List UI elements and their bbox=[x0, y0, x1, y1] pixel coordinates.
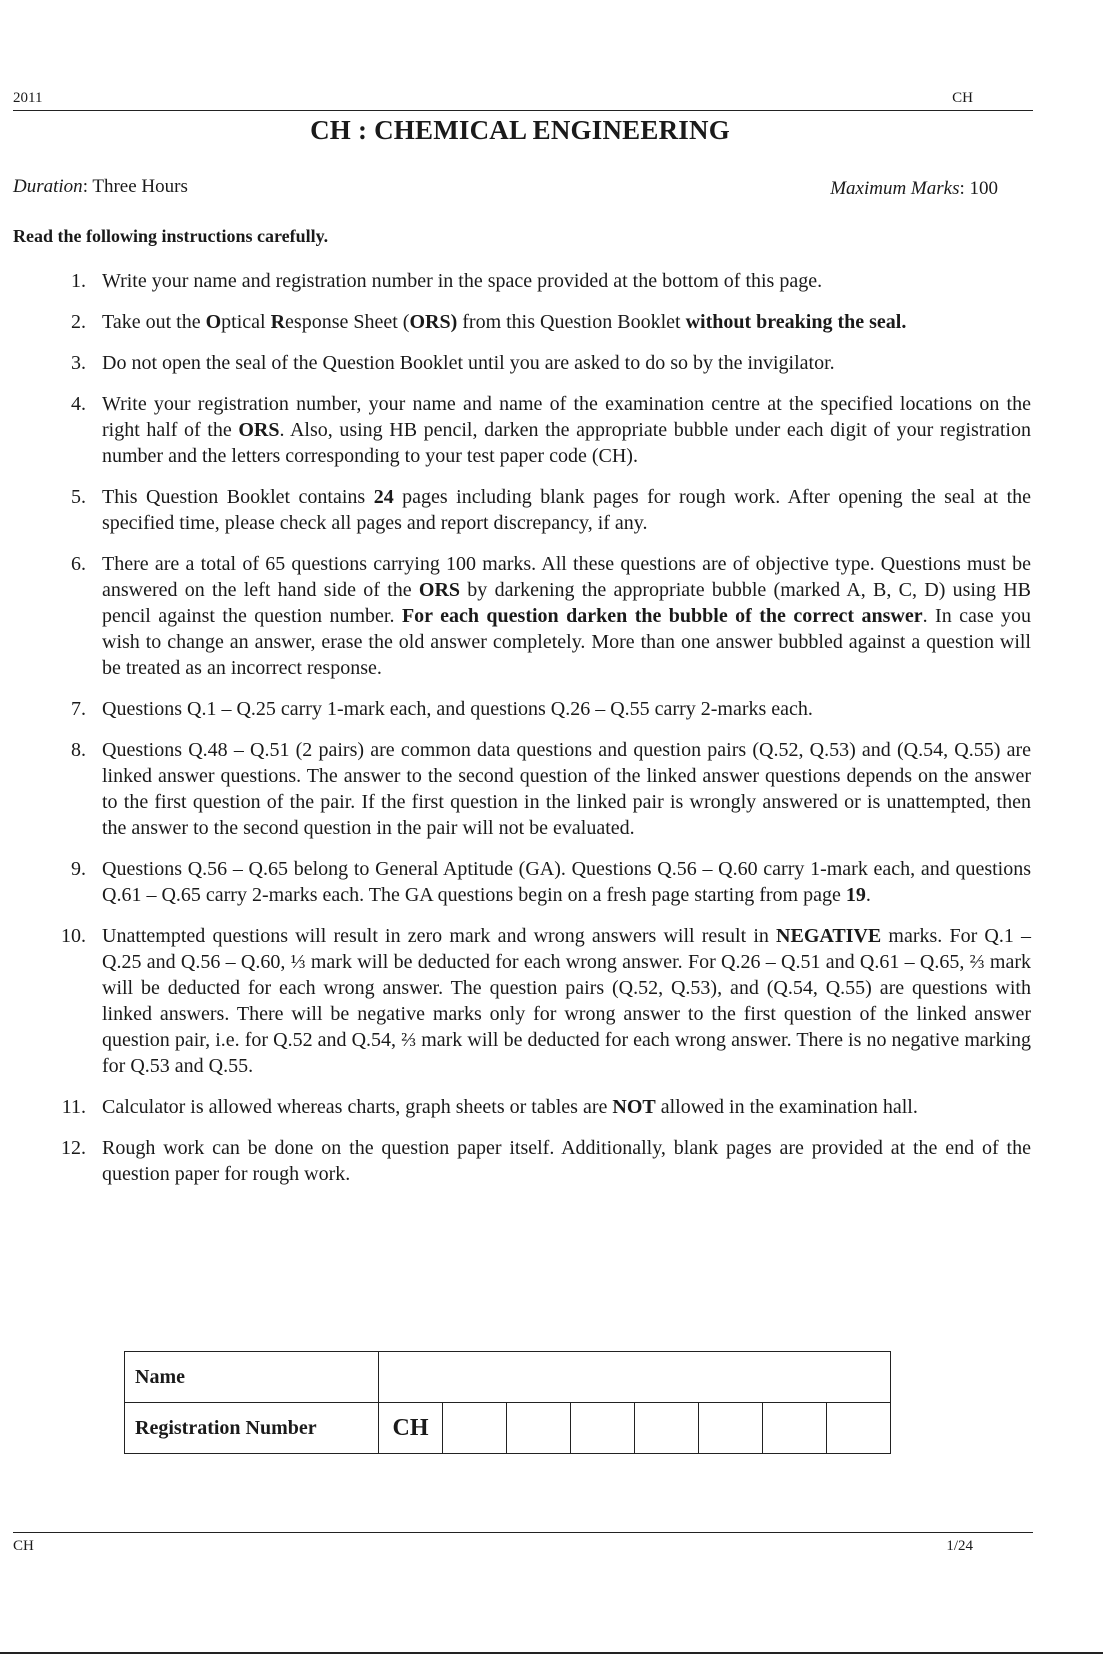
instruction-number: 11. bbox=[61, 1096, 86, 1118]
instructions-list bbox=[40, 268, 1031, 1202]
footer-paper-code: CH bbox=[13, 1538, 34, 1554]
instruction-number: 3. bbox=[71, 352, 86, 374]
instruction-item bbox=[40, 856, 1031, 908]
registration-number-label: Registration Number bbox=[125, 1403, 379, 1454]
instruction-text: Do not open the seal of the Question Booklet until you are asked to do so by the invigilator. bbox=[102, 352, 835, 374]
instruction-number: 10. bbox=[61, 925, 86, 947]
registration-prefix: CH bbox=[379, 1403, 443, 1454]
instruction-item bbox=[40, 1135, 1031, 1187]
instruction-item bbox=[40, 309, 1031, 335]
registration-digit-box[interactable] bbox=[763, 1403, 827, 1454]
instruction-text: Calculator is allowed whereas charts, graph sheets or tables are NOT allowed in the examination hall. bbox=[102, 1096, 918, 1118]
instruction-number: 8. bbox=[71, 739, 86, 761]
instruction-item bbox=[40, 268, 1031, 294]
scan-edge-line bbox=[0, 1652, 1103, 1654]
header-year: 2011 bbox=[13, 90, 43, 106]
instruction-text: Rough work can be done on the question paper itself. Additionally, blank pages are provided at the end of the question paper for rough work. bbox=[102, 1137, 1031, 1185]
instruction-text: Questions Q.48 – Q.51 (2 pairs) are common data questions and question pairs (Q.52, Q.53) and (Q.54, Q.55) are linked answer questions. The answer to the second question of the linked answer questions depends on the answer to the first question of the pair. If the first question in the linked pair is wrongly answered or is unattempted, then the answer to the second question in the pair will not be evaluated. bbox=[102, 739, 1031, 839]
instruction-text: Write your registration number, your name and name of the examination centre at the specified locations on the right half of the ORS. Also, using HB pencil, darken the appropriate bubble under each digit of your registration number and the letters corresponding to your test paper code (CH). bbox=[102, 393, 1031, 467]
registration-digit-box[interactable] bbox=[827, 1403, 891, 1454]
instructions-heading: Read the following instructions carefully. bbox=[13, 226, 329, 246]
instruction-number: 7. bbox=[71, 698, 86, 720]
registration-row bbox=[125, 1403, 891, 1454]
instruction-text: This Question Booklet contains 24 pages including blank pages for rough work. After opening the seal at the specified time, please check all pages and report discrepancy, if any. bbox=[102, 486, 1031, 534]
instruction-number: 4. bbox=[71, 393, 86, 415]
page-number: 1/24 bbox=[946, 1538, 973, 1554]
page-title: CH : CHEMICAL ENGINEERING bbox=[310, 115, 730, 145]
instruction-item bbox=[40, 391, 1031, 469]
instruction-number: 1. bbox=[71, 270, 86, 292]
instruction-text: Questions Q.1 – Q.25 carry 1-mark each, and questions Q.26 – Q.55 carry 2-marks each. bbox=[102, 698, 813, 720]
instruction-text: Unattempted questions will result in zero mark and wrong answers will result in NEGATIVE marks. For Q.1 – Q.25 and Q.56 – Q.60, ⅓ mark will be deducted for each wrong answer. For Q.26 – Q.51 and Q.61 – Q.65, ⅔ mark will be deducted for each wrong answer. The question pairs (Q.52, Q.53), and (Q.54, Q.55) are questions with linked answers. There will be negative marks only for wrong answer to the first question of the linked answer question pair, i.e. for Q.52 and Q.54, ⅔ mark will be deducted for each wrong answer. There is no negative marking for Q.53 and Q.55. bbox=[102, 925, 1032, 1077]
instruction-item bbox=[40, 1094, 1031, 1120]
duration bbox=[13, 176, 188, 198]
instruction-text: Write your name and registration number in the space provided at the bottom of this page. bbox=[102, 270, 823, 292]
name-label: Name bbox=[125, 1352, 379, 1403]
instruction-text: Questions Q.56 – Q.65 belong to General Aptitude (GA). Questions Q.56 – Q.60 carry 1-mark each, and questions Q.61 – Q.65 carry 2-marks each. The GA questions begin on a fresh page starting from page 19. bbox=[102, 858, 1031, 906]
duration-value: : Three Hours bbox=[82, 176, 188, 197]
header-paper-code: CH bbox=[952, 90, 973, 106]
instruction-item bbox=[40, 696, 1031, 722]
duration-label: Duration bbox=[13, 176, 83, 197]
instruction-number: 6. bbox=[71, 553, 86, 575]
registration-digit-box[interactable] bbox=[507, 1403, 571, 1454]
maximum-marks-value: : 100 bbox=[959, 178, 998, 199]
registration-form bbox=[124, 1351, 891, 1454]
instruction-item bbox=[40, 551, 1031, 681]
instruction-item bbox=[40, 484, 1031, 536]
instruction-item bbox=[40, 737, 1031, 841]
instruction-number: 12. bbox=[61, 1137, 86, 1159]
footer-rule bbox=[13, 1532, 1033, 1533]
registration-digit-box[interactable] bbox=[443, 1403, 507, 1454]
instruction-text: Take out the Optical Response Sheet (ORS) from this Question Booklet without breaking the seal. bbox=[102, 311, 907, 333]
instruction-item bbox=[40, 350, 1031, 376]
registration-digit-box[interactable] bbox=[699, 1403, 763, 1454]
instruction-text: There are a total of 65 questions carrying 100 marks. All these questions are of objective type. Questions must be answered on the left hand side of the ORS by darkening the appropriate bubble (marked A, B, C, D) using HB pencil against the question number. For each question darken the bubble of the correct answer. In case you wish to change an answer, erase the old answer completely. More than one answer bubbled against a question will be treated as an incorrect response. bbox=[102, 553, 1032, 679]
instruction-item bbox=[40, 923, 1031, 1079]
registration-digit-box[interactable] bbox=[571, 1403, 635, 1454]
name-field[interactable] bbox=[379, 1352, 891, 1403]
name-row bbox=[125, 1352, 891, 1403]
maximum-marks-label: Maximum Marks bbox=[830, 178, 960, 199]
instruction-number: 2. bbox=[71, 311, 86, 333]
instruction-number: 5. bbox=[71, 486, 86, 508]
header-rule bbox=[13, 110, 1033, 111]
instruction-number: 9. bbox=[71, 858, 86, 880]
maximum-marks bbox=[830, 178, 998, 200]
registration-digit-box[interactable] bbox=[635, 1403, 699, 1454]
